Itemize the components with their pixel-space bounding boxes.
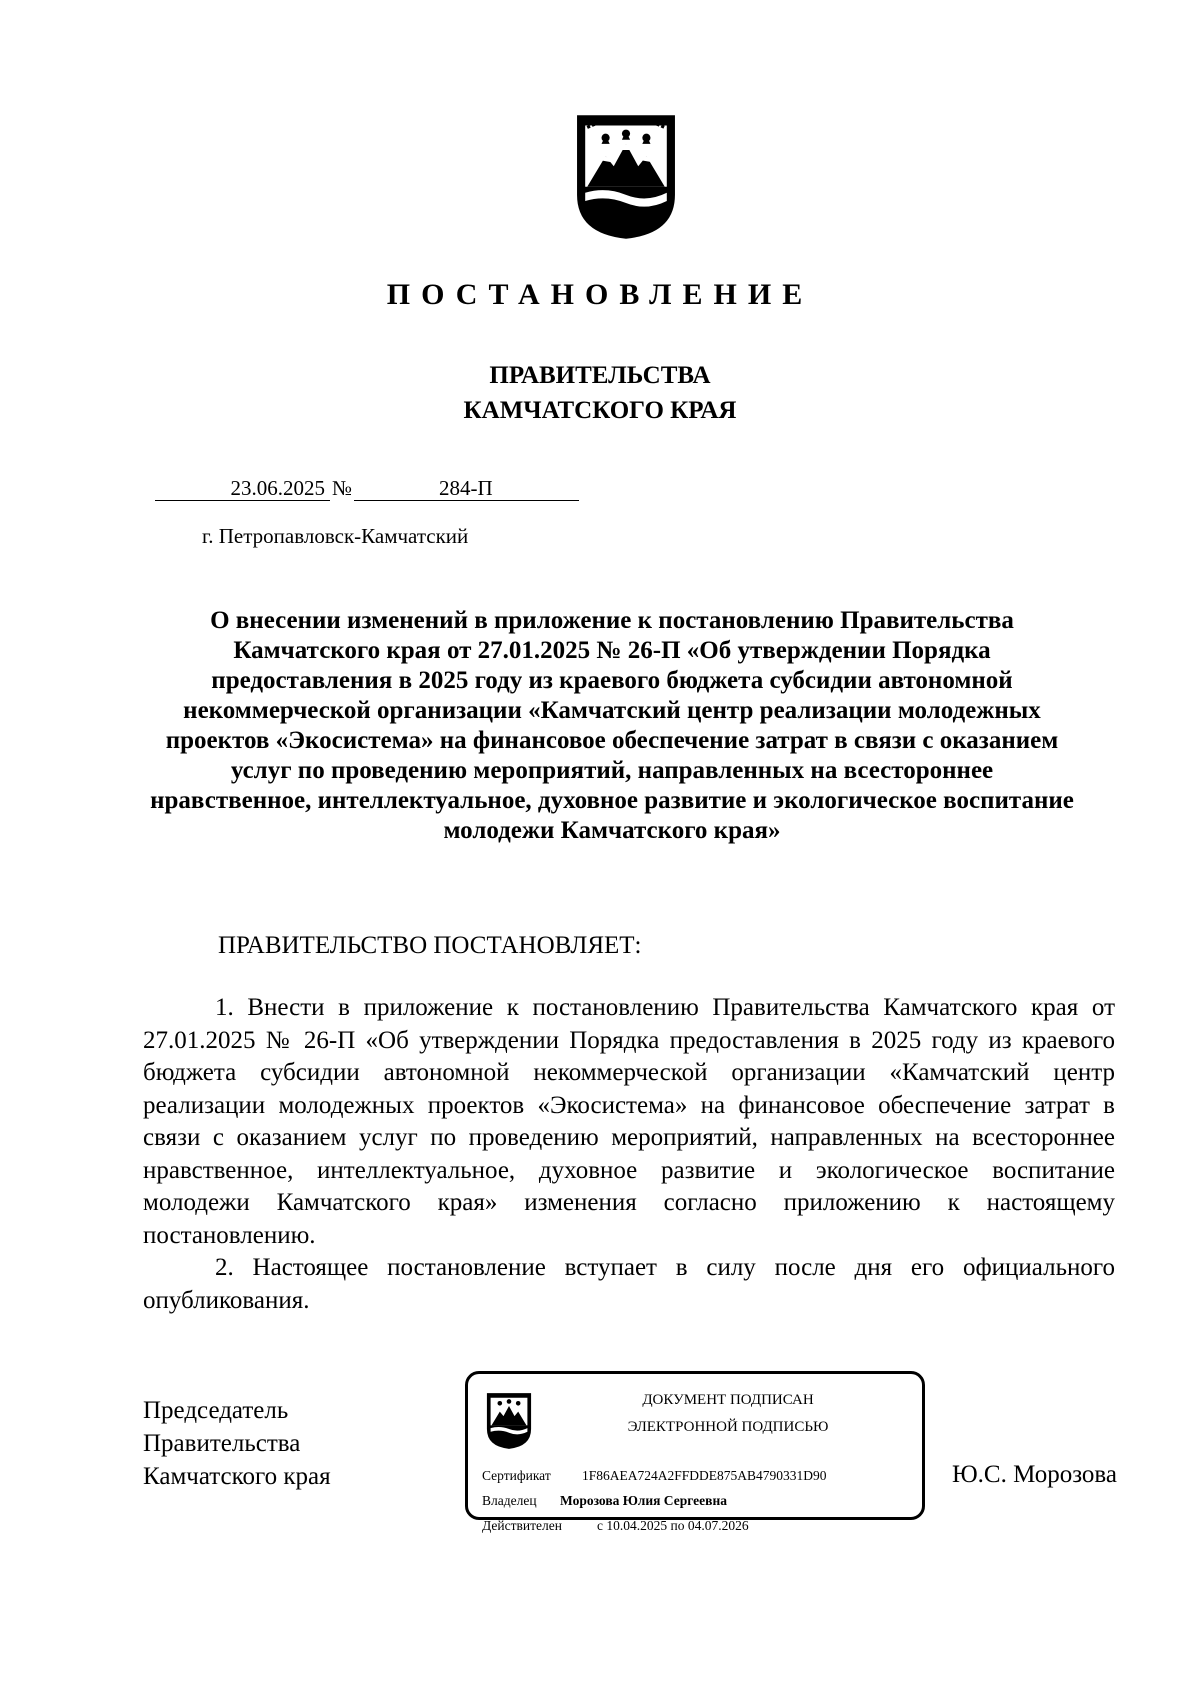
date-number-line bbox=[155, 476, 579, 501]
validity-value: с 10.04.2025 по 04.07.2026 bbox=[597, 1518, 749, 1533]
stamp-label: Сертификат bbox=[482, 1468, 551, 1483]
stamp-validity-row bbox=[482, 1518, 749, 1534]
stamp-heading-line: ЭЛЕКТРОННОЙ ПОДПИСЬЮ bbox=[627, 1419, 829, 1435]
number-sign: № bbox=[332, 476, 353, 500]
stamp-owner-row bbox=[482, 1493, 727, 1509]
electronic-signature-stamp bbox=[465, 1371, 925, 1533]
issuer-line: КАМЧАТСКОГО КРАЯ bbox=[463, 397, 737, 424]
stamp-label: Действителен bbox=[482, 1518, 562, 1533]
document-number: 284-П bbox=[354, 477, 579, 501]
paragraph: 2. Настоящее постановление вступает в силу после дня его официального опубликования. bbox=[143, 1254, 1115, 1314]
issuer bbox=[0, 358, 1200, 428]
certificate-value: 1F86AEA724A2FFDDE875AB4790331D90 bbox=[582, 1468, 827, 1483]
paragraph: 1. Внести в приложение к постановлению Правительства Камчатского края от 27.01.2025 № 26-П «Об утверждении Порядка предоставления в 2025 году из краевого бюджета субсидии автономной некоммерческой организации «Камчатский центр реализации молодежных проектов «Экосистема» на финансовое обеспечение затрат в связи с оказанием услуг по проведению мероприятий, направленных на всестороннее нравственное, интеллектуальное, духовное развитие и экологическое воспитание молодежи Камчатского края» изменения согласно приложению к настоящему постановлению. bbox=[143, 994, 1115, 1249]
document-title: ПОСТАНОВЛЕНИЕ bbox=[386, 278, 814, 311]
stamp-heading-line: ДОКУМЕНТ ПОДПИСАН bbox=[642, 1392, 814, 1408]
signer-name: Ю.С. Морозова bbox=[951, 1461, 1117, 1488]
owner-value: Морозова Юлия Сергеевна bbox=[560, 1493, 727, 1508]
coat-of-arms-icon bbox=[575, 113, 677, 241]
stamp-certificate-row bbox=[482, 1468, 827, 1484]
city: г. Петропавловск-Камчатский bbox=[202, 524, 469, 548]
signature-title-line: Правительства bbox=[143, 1430, 301, 1457]
resolves-line: ПРАВИТЕЛЬСТВО ПОСТАНОВЛЯЕТ: bbox=[218, 932, 642, 959]
signature-title-line: Камчатского края bbox=[143, 1463, 331, 1490]
document-date: 23.06.2025 bbox=[155, 477, 330, 501]
signature-title bbox=[143, 1394, 331, 1493]
document-body bbox=[143, 992, 1115, 1317]
signature-title-line: Председатель bbox=[143, 1397, 289, 1424]
stamp-label: Владелец bbox=[482, 1493, 537, 1508]
coat-of-arms-icon bbox=[486, 1392, 532, 1450]
stamp-heading bbox=[538, 1387, 918, 1441]
issuer-line: ПРАВИТЕЛЬСТВА bbox=[489, 362, 711, 389]
document-heading: О внесении изменений в приложение к постановлению Правительства Камчатского края от 27.01.2025 № 26-П «Об утверждении Порядка предоставления в 2025 году из краевого бюджета субсидии автономной некоммерческой организации «Камчатский центр реализации молодежных проектов «Экосистема» на финансовое обеспечение затрат в связи с оказанием услуг по проведению мероприятий, направленных на всестороннее нравственное, интеллектуальное, духовное развитие и экологическое воспитание молодежи Камчатского края» bbox=[150, 607, 1074, 844]
